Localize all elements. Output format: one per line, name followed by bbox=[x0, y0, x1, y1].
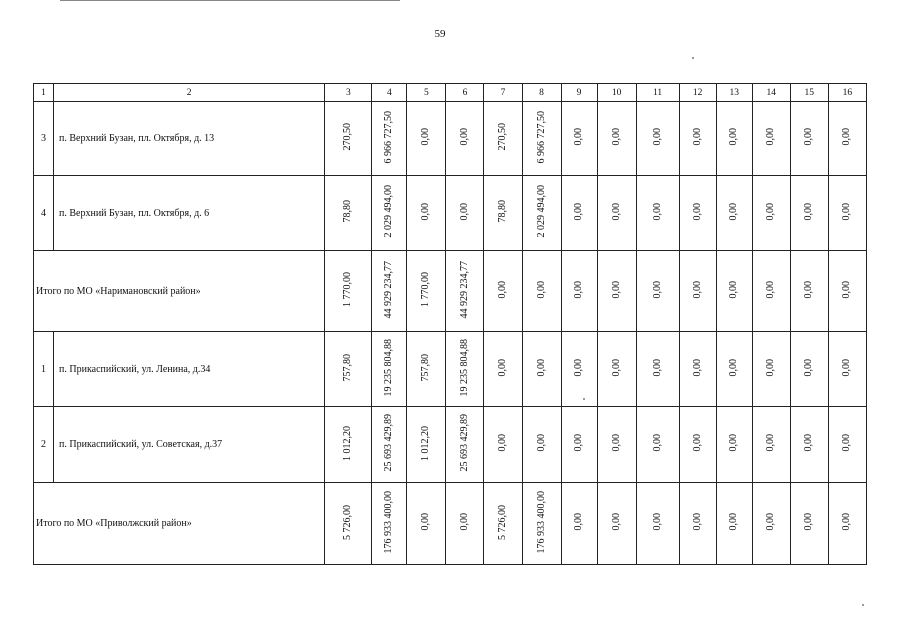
header-cell-4: 4 bbox=[372, 84, 407, 102]
value-cell-col-13 bbox=[716, 102, 752, 176]
value-text: 0,00 bbox=[765, 202, 777, 221]
data-table bbox=[33, 83, 867, 565]
value-text: 0,00 bbox=[841, 128, 853, 146]
value-text: 0,00 bbox=[803, 202, 815, 221]
header-row bbox=[34, 84, 867, 102]
value-text: 0,00 bbox=[573, 128, 585, 146]
value-cell-col-10 bbox=[597, 483, 636, 565]
value-text: 0,00 bbox=[535, 280, 547, 299]
value-cell-col-5 bbox=[407, 483, 446, 565]
value-cell-col-15 bbox=[790, 407, 828, 483]
row-number: 2 bbox=[34, 407, 54, 483]
value-cell-col-14 bbox=[752, 251, 790, 332]
value-cell-col-4 bbox=[372, 176, 407, 251]
value-text: 0,00 bbox=[496, 280, 508, 299]
value-cell-col-12 bbox=[679, 332, 716, 407]
value-cell-col-12 bbox=[679, 102, 716, 176]
row-number: 4 bbox=[34, 176, 54, 251]
value-text: 0,00 bbox=[728, 128, 740, 146]
value-text: 1 012,20 bbox=[342, 425, 354, 461]
value-cell-col-8 bbox=[522, 483, 561, 565]
value-cell-col-13 bbox=[716, 176, 752, 251]
value-text: 0,00 bbox=[651, 513, 663, 531]
value-text: 44 929 234,77 bbox=[458, 260, 470, 319]
header-cell-2: 2 bbox=[54, 84, 325, 102]
value-cell-col-3 bbox=[325, 483, 372, 565]
total-row bbox=[34, 251, 867, 332]
value-cell-col-13 bbox=[716, 332, 752, 407]
value-cell-col-5 bbox=[407, 251, 446, 332]
value-text: 1 770,00 bbox=[420, 272, 432, 307]
value-text: 5 726,00 bbox=[496, 504, 508, 540]
value-text: 0,00 bbox=[458, 202, 470, 221]
value-cell-col-9 bbox=[561, 407, 597, 483]
header-cell-9: 9 bbox=[561, 84, 597, 102]
value-text: 0,00 bbox=[841, 202, 853, 221]
value-text: 0,00 bbox=[728, 202, 740, 221]
value-cell-col-8 bbox=[522, 407, 561, 483]
value-text: 0,00 bbox=[765, 513, 777, 531]
value-cell-col-7 bbox=[484, 483, 522, 565]
scan-speck bbox=[862, 604, 864, 606]
value-cell-col-3 bbox=[325, 176, 372, 251]
header-cell-7: 7 bbox=[484, 84, 522, 102]
value-text: 0,00 bbox=[651, 128, 663, 146]
value-text: 44 929 234,77 bbox=[383, 260, 395, 319]
value-cell-col-8 bbox=[522, 102, 561, 176]
address-cell: п. Верхний Бузан, пл. Октября, д. 13 bbox=[54, 102, 325, 176]
value-cell-col-15 bbox=[790, 251, 828, 332]
value-cell-col-6 bbox=[446, 407, 484, 483]
value-cell-col-6 bbox=[446, 176, 484, 251]
value-cell-col-10 bbox=[597, 332, 636, 407]
header-cell-3: 3 bbox=[325, 84, 372, 102]
value-text: 19 235 804,88 bbox=[383, 338, 395, 397]
value-cell-col-6 bbox=[446, 251, 484, 332]
value-text: 0,00 bbox=[691, 358, 703, 377]
value-cell-col-10 bbox=[597, 176, 636, 251]
header-cell-10: 10 bbox=[597, 84, 636, 102]
value-cell-col-15 bbox=[790, 483, 828, 565]
value-cell-col-9 bbox=[561, 102, 597, 176]
value-text: 25 693 429,89 bbox=[458, 414, 470, 472]
value-text: 0,00 bbox=[728, 358, 740, 377]
header-cell-12: 12 bbox=[679, 84, 716, 102]
value-text: 0,00 bbox=[765, 434, 777, 452]
value-text: 6 966 727,50 bbox=[383, 110, 395, 164]
value-cell-col-8 bbox=[522, 332, 561, 407]
value-text: 0,00 bbox=[765, 128, 777, 146]
value-cell-col-14 bbox=[752, 332, 790, 407]
value-text: 1 012,20 bbox=[420, 425, 432, 461]
value-text: 0,00 bbox=[841, 280, 853, 299]
value-text: 176 933 400,00 bbox=[383, 490, 395, 554]
header-cell-13: 13 bbox=[716, 84, 752, 102]
value-text: 0,00 bbox=[728, 434, 740, 452]
value-text: 2 029 494,00 bbox=[535, 185, 547, 238]
value-cell-col-11 bbox=[636, 332, 679, 407]
header-cell-6: 6 bbox=[446, 84, 484, 102]
value-cell-col-16 bbox=[828, 332, 866, 407]
value-cell-col-14 bbox=[752, 102, 790, 176]
value-text: 0,00 bbox=[841, 434, 853, 452]
value-cell-col-3 bbox=[325, 407, 372, 483]
header-cell-5: 5 bbox=[407, 84, 446, 102]
total-row bbox=[34, 483, 867, 565]
value-cell-col-11 bbox=[636, 251, 679, 332]
value-text: 0,00 bbox=[803, 280, 815, 299]
value-cell-col-11 bbox=[636, 483, 679, 565]
value-cell-col-16 bbox=[828, 251, 866, 332]
value-cell-col-7 bbox=[484, 176, 522, 251]
value-cell-col-5 bbox=[407, 332, 446, 407]
header-cell-16: 16 bbox=[828, 84, 866, 102]
value-text: 0,00 bbox=[728, 513, 740, 531]
value-cell-col-7 bbox=[484, 251, 522, 332]
value-cell-col-8 bbox=[522, 251, 561, 332]
value-cell-col-4 bbox=[372, 407, 407, 483]
address-cell: п. Прикаспийский, ул. Ленина, д.34 bbox=[54, 332, 325, 407]
value-cell-col-5 bbox=[407, 176, 446, 251]
value-text: 0,00 bbox=[535, 358, 547, 377]
value-text: 0,00 bbox=[610, 280, 622, 299]
value-text: 0,00 bbox=[651, 434, 663, 452]
value-cell-col-15 bbox=[790, 332, 828, 407]
value-text: 0,00 bbox=[420, 513, 432, 531]
row-number: 1 bbox=[34, 332, 54, 407]
value-text: 757,80 bbox=[342, 353, 354, 382]
value-cell-col-10 bbox=[597, 102, 636, 176]
value-text: 5 726,00 bbox=[342, 504, 354, 540]
value-text: 0,00 bbox=[765, 280, 777, 299]
value-text: 0,00 bbox=[496, 358, 508, 377]
value-text: 0,00 bbox=[496, 434, 508, 452]
value-text: 0,00 bbox=[803, 358, 815, 377]
value-text: 270,50 bbox=[342, 123, 354, 151]
value-text: 0,00 bbox=[573, 358, 585, 377]
value-text: 0,00 bbox=[535, 434, 547, 452]
value-cell-col-7 bbox=[484, 332, 522, 407]
page-number: 59 bbox=[434, 28, 446, 40]
value-cell-col-9 bbox=[561, 332, 597, 407]
value-text: 1 770,00 bbox=[342, 272, 354, 307]
top-rule bbox=[60, 0, 400, 1]
header-cell-15: 15 bbox=[790, 84, 828, 102]
value-text: 0,00 bbox=[803, 434, 815, 452]
value-text: 0,00 bbox=[573, 202, 585, 221]
value-text: 0,00 bbox=[691, 128, 703, 146]
value-cell-col-16 bbox=[828, 483, 866, 565]
value-cell-col-15 bbox=[790, 176, 828, 251]
value-cell-col-8 bbox=[522, 176, 561, 251]
value-text: 19 235 804,88 bbox=[458, 338, 470, 397]
value-text: 176 933 400,00 bbox=[535, 490, 547, 554]
value-cell-col-14 bbox=[752, 407, 790, 483]
table-row bbox=[34, 176, 867, 251]
address-cell: п. Верхний Бузан, пл. Октября, д. 6 bbox=[54, 176, 325, 251]
value-cell-col-13 bbox=[716, 407, 752, 483]
scan-speck bbox=[583, 398, 585, 400]
value-cell-col-3 bbox=[325, 102, 372, 176]
value-cell-col-12 bbox=[679, 251, 716, 332]
value-text: 0,00 bbox=[610, 358, 622, 377]
row-number: 3 bbox=[34, 102, 54, 176]
scan-speck bbox=[692, 57, 694, 59]
value-text: 0,00 bbox=[651, 202, 663, 221]
value-text: 0,00 bbox=[841, 358, 853, 377]
value-text: 0,00 bbox=[573, 434, 585, 452]
value-text: 0,00 bbox=[610, 202, 622, 221]
table-row bbox=[34, 407, 867, 483]
value-cell-col-4 bbox=[372, 102, 407, 176]
value-text: 6 966 727,50 bbox=[535, 110, 547, 164]
value-cell-col-9 bbox=[561, 176, 597, 251]
value-text: 0,00 bbox=[420, 128, 432, 146]
value-text: 0,00 bbox=[803, 513, 815, 531]
value-cell-col-5 bbox=[407, 102, 446, 176]
value-cell-col-11 bbox=[636, 102, 679, 176]
total-label: Итого по МО «Приволжский район» bbox=[34, 483, 325, 565]
value-cell-col-4 bbox=[372, 332, 407, 407]
header-cell-8: 8 bbox=[522, 84, 561, 102]
value-cell-col-12 bbox=[679, 407, 716, 483]
value-text: 0,00 bbox=[765, 358, 777, 377]
value-cell-col-16 bbox=[828, 102, 866, 176]
header-cell-14: 14 bbox=[752, 84, 790, 102]
value-text: 78,80 bbox=[496, 200, 508, 223]
value-cell-col-12 bbox=[679, 483, 716, 565]
value-cell-col-14 bbox=[752, 176, 790, 251]
value-cell-col-9 bbox=[561, 483, 597, 565]
value-text: 0,00 bbox=[610, 434, 622, 452]
value-cell-col-11 bbox=[636, 407, 679, 483]
value-text: 757,80 bbox=[420, 353, 432, 382]
value-text: 270,50 bbox=[496, 123, 508, 151]
value-cell-col-3 bbox=[325, 251, 372, 332]
header-cell-11: 11 bbox=[636, 84, 679, 102]
value-cell-col-4 bbox=[372, 251, 407, 332]
value-text: 0,00 bbox=[691, 280, 703, 299]
value-cell-col-15 bbox=[790, 102, 828, 176]
value-text: 2 029 494,00 bbox=[383, 185, 395, 238]
value-text: 0,00 bbox=[610, 513, 622, 531]
value-cell-col-14 bbox=[752, 483, 790, 565]
value-text: 0,00 bbox=[803, 128, 815, 146]
value-text: 0,00 bbox=[841, 513, 853, 531]
value-text: 0,00 bbox=[728, 280, 740, 299]
value-cell-col-10 bbox=[597, 251, 636, 332]
value-text: 0,00 bbox=[691, 202, 703, 221]
value-text: 0,00 bbox=[458, 128, 470, 146]
value-text: 0,00 bbox=[610, 128, 622, 146]
value-text: 0,00 bbox=[573, 280, 585, 299]
value-cell-col-6 bbox=[446, 483, 484, 565]
value-cell-col-9 bbox=[561, 251, 597, 332]
total-label: Итого по МО «Наримановский район» bbox=[34, 251, 325, 332]
value-cell-col-10 bbox=[597, 407, 636, 483]
value-text: 0,00 bbox=[651, 358, 663, 377]
value-cell-col-7 bbox=[484, 102, 522, 176]
value-cell-col-16 bbox=[828, 176, 866, 251]
value-cell-col-16 bbox=[828, 407, 866, 483]
value-text: 0,00 bbox=[691, 434, 703, 452]
value-text: 0,00 bbox=[651, 280, 663, 299]
value-text: 78,80 bbox=[342, 200, 354, 223]
value-text: 0,00 bbox=[420, 202, 432, 221]
value-cell-col-13 bbox=[716, 483, 752, 565]
header-cell-1: 1 bbox=[34, 84, 54, 102]
value-cell-col-12 bbox=[679, 176, 716, 251]
value-cell-col-6 bbox=[446, 332, 484, 407]
value-text: 0,00 bbox=[691, 513, 703, 531]
value-text: 0,00 bbox=[458, 513, 470, 531]
table-row bbox=[34, 332, 867, 407]
value-text: 0,00 bbox=[573, 513, 585, 531]
value-cell-col-5 bbox=[407, 407, 446, 483]
value-cell-col-6 bbox=[446, 102, 484, 176]
address-cell: п. Прикаспийский, ул. Советская, д.37 bbox=[54, 407, 325, 483]
value-text: 25 693 429,89 bbox=[383, 414, 395, 472]
value-cell-col-13 bbox=[716, 251, 752, 332]
value-cell-col-7 bbox=[484, 407, 522, 483]
table-row bbox=[34, 102, 867, 176]
value-cell-col-3 bbox=[325, 332, 372, 407]
value-cell-col-11 bbox=[636, 176, 679, 251]
value-cell-col-4 bbox=[372, 483, 407, 565]
